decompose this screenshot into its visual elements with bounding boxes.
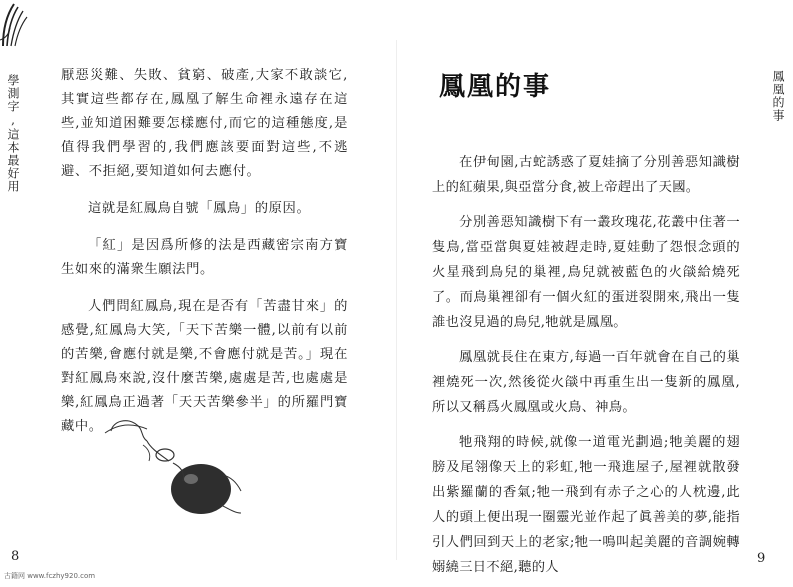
left-paragraph-3: 「紅」是因爲所修的法是西藏密宗南方寶生如來的滿衆生願法門。: [61, 238, 348, 277]
left-paragraph-1: 厭惡災難、失敗、貧窮、破產,大家不敢談它,其實這些都存在,鳳凰了解生命裡永遠存在這些,並知道困難要怎樣應付,而它的這種態度,是值得我們學習的,我們應該要面對這些,不逃避、不拒絕,要知道如何去應付。: [61, 68, 348, 179]
page-number-right: 9: [757, 551, 766, 566]
corner-ornament-icon: [0, 0, 30, 48]
running-header-right: 鳳凰的事: [771, 70, 785, 122]
gourd-illustration: [103, 415, 243, 525]
right-paragraph-2: 分別善惡知識樹下有一叢玫瑰花,花叢中住著一隻鳥,當亞當與夏娃被趕走時,夏娃動了怨恨念頭的火星飛到鳥兒的巢裡,鳥兒就被藍色的火燄給燒死了。而鳥巢裡卻有一個火紅的蛋迸裂開來,飛出一隻誰也沒見過的鳥兒,牠就是鳳凰。: [432, 215, 740, 330]
footer-watermark: 古籍网 www.fczhy920.com: [4, 572, 96, 580]
left-paragraph-2: 這就是紅鳳鳥自號「鳳鳥」的原因。: [88, 201, 311, 216]
right-paragraph-4: 牠飛翔的時候,就像一道電光劃過;牠美麗的翅膀及尾翎像天上的彩虹,牠一飛進屋子,屋裡就散發出紫羅蘭的香氣;牠一飛到有赤子之心的人枕邊,此人的頭上便出現一圈靈光並作起了眞善美的夢,能指引人們回到天上的老家;牠一鳴叫起美麗的音調婉轉嫋繞三日不絕,聽的人: [432, 435, 740, 575]
running-header-left: 學測字,這本最好用: [6, 74, 20, 193]
page-divider: [396, 40, 397, 560]
chapter-title: 鳳凰的事: [439, 72, 552, 102]
left-paragraph-4: 人們問紅鳳鳥,現在是否有「苦盡甘來」的感覺,紅鳳鳥大笑,「天下苦樂一體,以前有以前的苦樂,會應付就是樂,不會應付就是苦。」現在對紅鳳鳥來說,沒什麼苦樂,處處是苦,也處處是樂,紅鳳鳥正過著「天天苦樂參半」的所羅門寶藏中。: [61, 299, 348, 434]
page-number-left: 8: [11, 549, 20, 564]
right-paragraph-3: 鳳凰就長住在東方,每過一百年就會在自己的巢裡燒死一次,然後從火燄中再重生出一隻新的鳳凰,所以又稱爲火鳳凰或火鳥、神鳥。: [432, 350, 740, 415]
right-paragraph-1: 在伊甸園,古蛇誘惑了夏娃摘了分別善惡知識樹上的紅蘋果,與亞當分食,被上帝趕出了天國。: [432, 155, 740, 195]
right-page-body: [432, 150, 740, 580]
left-page-body: [61, 64, 348, 439]
